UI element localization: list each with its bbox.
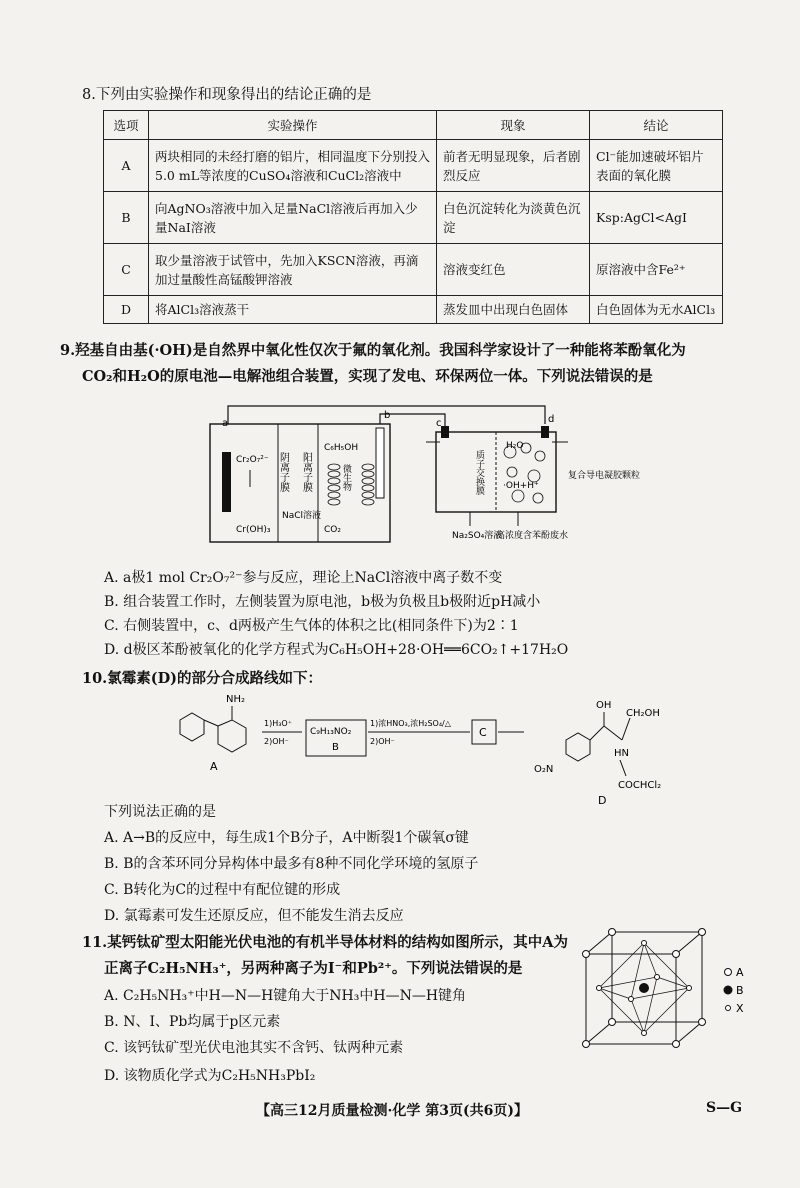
row-phenomenon: 溶液变红色 — [437, 244, 590, 296]
label-oh: OH — [596, 700, 612, 711]
label-d: d — [548, 414, 555, 425]
q9-option-b: B. 组合装置工作时，左侧装置为原电池，b极为负极且b极附近pH减小 — [104, 594, 541, 610]
bond — [204, 720, 218, 726]
electrode-a — [222, 452, 231, 512]
table-row — [104, 192, 723, 244]
label-croh3: Cr(OH)₃ — [236, 525, 271, 535]
label-granule: 复合导电凝胶颗粒 — [568, 471, 641, 481]
row-option: D — [104, 296, 149, 324]
label-c: c — [436, 418, 442, 429]
q9-stem-line2: CO₂和H₂O的原电池—电解池组合装置，实现了发电、环保两位一体。下列说法错误的是 — [82, 368, 653, 385]
q11-option-b: B. N、I、Pb均属于p区元素 — [104, 1014, 281, 1030]
b-ion — [639, 983, 649, 993]
label-b-formula: C₉H₁₃NO₂ — [310, 727, 352, 737]
q10-option-a: A. A→B的反应中，每生成1个B分子，A中断裂1个碳氧σ键 — [104, 830, 469, 846]
row-conclusion: Cl⁻能加速破坏铝片表面的氧化膜 — [590, 140, 723, 192]
row-operation: 两块相同的未经打磨的铝片，相同温度下分别投入5.0 mL等浓度的CuSO₄溶液和CuCl₂溶液中 — [149, 140, 437, 192]
q9-option-d: D. d极区苯酚被氧化的化学方程式为C₆H₅OH+28·OH══6CO₂↑+17H₂O — [104, 642, 569, 658]
legend-b-marker — [724, 986, 733, 995]
electrode-b — [376, 428, 384, 498]
legend-a-label: A — [736, 966, 744, 979]
header-operation: 实验操作 — [149, 111, 437, 140]
label-b: b — [384, 410, 391, 421]
header-conclusion: 结论 — [590, 111, 723, 140]
legend-b-label: B — [736, 984, 744, 997]
row-option: A — [104, 140, 149, 192]
row-conclusion: Ksp:AgCl<AgI — [590, 192, 723, 244]
label-compound-d: D — [598, 794, 607, 807]
paper-code: S—G — [706, 1100, 743, 1116]
q10-option-d: D. 氯霉素可发生还原反应，但不能发生消去反应 — [104, 908, 404, 924]
dioxane-ring — [218, 720, 246, 752]
row-option: C — [104, 244, 149, 296]
page-footer: 【高三12月质量检测·化学 第3页(共6页)】 — [256, 1103, 528, 1119]
label-cation-membrane: 阳离子膜 — [300, 452, 312, 492]
label-cochcl2: COCHCl₂ — [618, 780, 662, 791]
q10-synthesis-scheme — [160, 690, 720, 810]
label-c6h5oh: C₆H₅OH — [324, 443, 359, 453]
table-row — [104, 140, 723, 192]
q10-stem: 10.氯霉素(D)的部分合成路线如下： — [82, 670, 323, 687]
row-phenomenon: 蒸发皿中出现白色固体 — [437, 296, 590, 324]
q11-stem-line1: 11.某钙钛矿型太阳能光伏电池的有机半导体材料的结构如图所示，其中A为 — [82, 934, 568, 951]
electrode-c — [441, 426, 449, 438]
row-operation: 向AgNO₃溶液中加入足量NaCl溶液后再加入少量NaI溶液 — [149, 192, 437, 244]
benzene-ring-a — [180, 713, 204, 741]
label-microbe: 微生物 — [341, 464, 351, 491]
q11-option-a: A. C₂H₅NH₃⁺中H—N—H键角大于NH₃中H—N—H键角 — [104, 988, 467, 1004]
row-conclusion: 白色固体为无水AlCl₃ — [590, 296, 723, 324]
microbe-coils — [328, 464, 374, 505]
label-pem: 质子交换膜 — [474, 450, 484, 495]
q9-apparatus-diagram — [200, 392, 641, 562]
label-cr2o7: Cr₂O₇²⁻ — [236, 455, 269, 465]
label-nacl: NaCl溶液 — [282, 511, 322, 521]
header-phenomenon: 现象 — [437, 111, 590, 140]
q10-option-b: B. B的含苯环同分异构体中最多有8种不同化学环境的氢原子 — [104, 856, 479, 872]
q11-option-d: D. 该物质化学式为C₂H₅NH₃PbI₂ — [104, 1068, 316, 1084]
label-nh2: NH₂ — [226, 694, 246, 705]
electrode-d — [541, 426, 549, 438]
legend-x-label: X — [736, 1002, 744, 1015]
bond — [620, 760, 626, 776]
row-phenomenon: 白色沉淀转化为淡黄色沉淀 — [437, 192, 590, 244]
label-waste: 高浓度含苯酚废水 — [496, 531, 569, 541]
label-co2: CO₂ — [324, 525, 341, 535]
label-compound-c: C — [479, 726, 487, 739]
gel-granules — [504, 443, 545, 503]
q11-crystal-structure — [576, 924, 756, 1060]
header-option: 选项 — [104, 111, 149, 140]
q8-table — [103, 110, 723, 324]
table-row — [104, 244, 723, 296]
label-step2a: 1)浓HNO₃,浓H₂SO₄/△ — [370, 719, 451, 728]
label-step1b: 2)OH⁻ — [264, 737, 289, 746]
label-anion-membrane: 阴离子膜 — [277, 452, 289, 492]
label-h2o: H₂O — [506, 441, 524, 451]
label-oh-h: ·OH+H⁺ — [503, 481, 539, 491]
label-step1a: 1)H₃O⁺ — [264, 719, 292, 728]
table-header-row — [104, 111, 723, 140]
label-ch2oh: CH₂OH — [626, 708, 660, 719]
label-compound-b: B — [332, 742, 339, 753]
bond — [590, 726, 604, 740]
legend-x-marker — [726, 1006, 731, 1011]
row-option: B — [104, 192, 149, 244]
q10-lead: 下列说法正确的是 — [104, 804, 216, 820]
q9-option-c: C. 右侧装置中，c、d两极产生气体的体积之比(相同条件下)为2∶1 — [104, 618, 519, 634]
bond — [622, 718, 630, 740]
q10-option-c: C. B转化为C的过程中有配位键的形成 — [104, 882, 341, 898]
q11-option-c: C. 该钙钛矿型光伏电池其实不含钙、钛两种元素 — [104, 1040, 404, 1056]
label-step2b: 2)OH⁻ — [370, 737, 395, 746]
q9-option-a: A. a极1 mol Cr₂O₇²⁻参与反应，理论上NaCl溶液中离子数不变 — [104, 570, 503, 586]
row-phenomenon: 前者无明显现象，后者剧烈反应 — [437, 140, 590, 192]
benzene-ring-d — [566, 733, 590, 761]
table-row — [104, 296, 723, 324]
row-conclusion: 原溶液中含Fe²⁺ — [590, 244, 723, 296]
label-compound-a: A — [210, 760, 218, 773]
row-operation: 取少量溶液于试管中，先加入KSCN溶液，再滴加过量酸性高锰酸钾溶液 — [149, 244, 437, 296]
q9-stem-line1: 9.羟基自由基(·OH)是自然界中氧化性仅次于氟的氧化剂。我国科学家设计了一种能将苯酚氧化为 — [60, 342, 686, 359]
legend-a-marker — [725, 969, 732, 976]
q11-stem-line2: 正离子C₂H₅NH₃⁺，另两种离子为I⁻和Pb²⁺。下列说法错误的是 — [104, 960, 523, 977]
q8-stem: 8.下列由实验操作和现象得出的结论正确的是 — [82, 87, 372, 103]
label-a: a — [222, 418, 229, 429]
label-na2so4: Na₂SO₄溶液 — [452, 531, 503, 541]
row-operation: 将AlCl₃溶液蒸干 — [149, 296, 437, 324]
label-hn: HN — [614, 748, 629, 759]
label-o2n: O₂N — [534, 764, 554, 775]
bond — [604, 726, 622, 740]
